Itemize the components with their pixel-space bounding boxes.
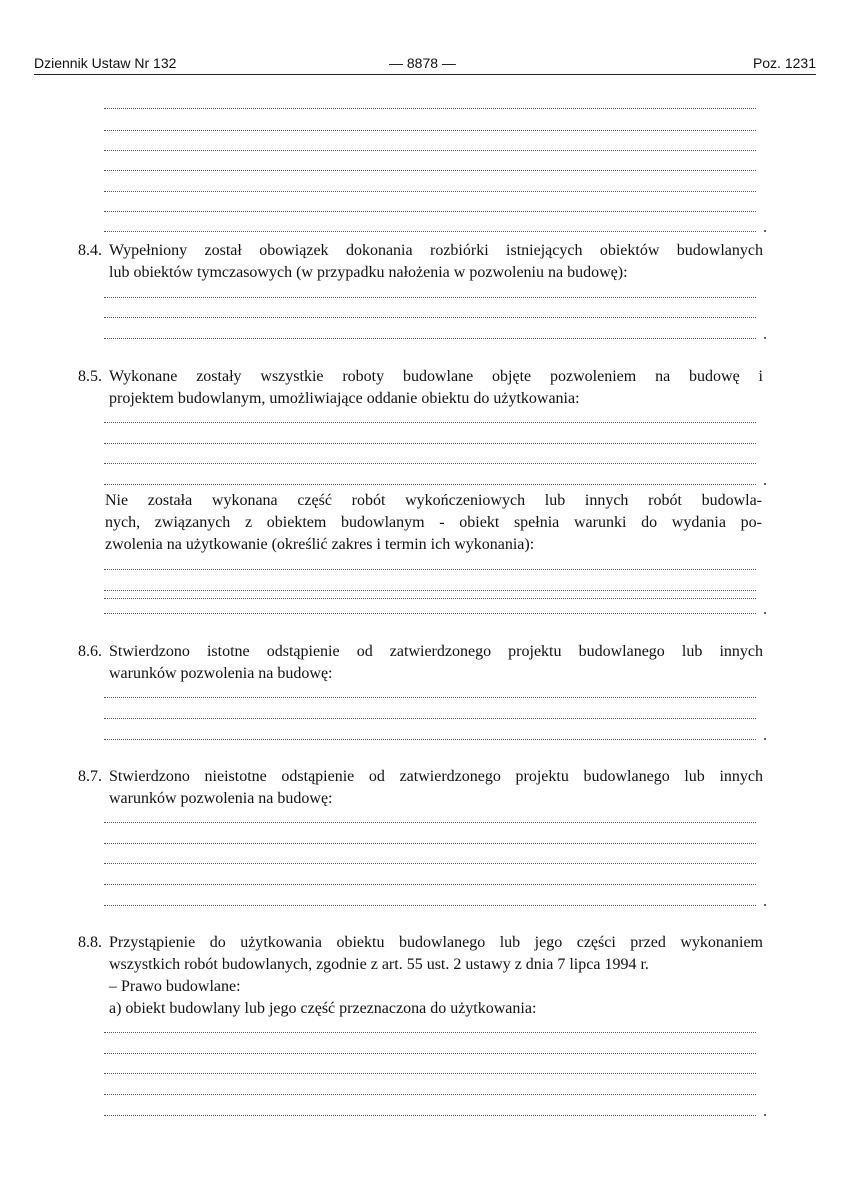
section-8-7-text: [109, 766, 763, 810]
text-line: nych, związanych z obiektem budowlanym - obiekt spełnia warunki do wydania po-: [105, 514, 762, 531]
fill-line: [104, 1073, 756, 1074]
fill-line: [104, 108, 756, 109]
text-line: Przystąpienie do użytkowania obiektu budowlanego lub jego części przed wykonaniem: [109, 934, 763, 951]
text-line: projektem budowlanym, umożliwiające oddanie obiektu do użytkowania:: [109, 390, 580, 407]
fill-line: [104, 822, 756, 823]
text-line: Stwierdzono nieistotne odstąpienie od zatwierdzonego projektu budowlanego lub innych: [109, 768, 763, 785]
section-number-8-6: 8.6.: [78, 643, 102, 660]
fill-line: [104, 905, 756, 906]
fill-line: [104, 569, 756, 570]
text-line: wszystkich robót budowlanych, zgodnie z art. 55 ust. 2 ustawy z dnia 7 lipca 1994 r.: [109, 956, 649, 973]
fill-line: [104, 697, 756, 698]
text-line: Wypełniony został obowiązek dokonania rozbiórki istniejących obiektów budowlanych: [109, 242, 763, 259]
fill-line: [104, 443, 756, 444]
fill-line: [104, 130, 756, 131]
section-8-4-text: [109, 240, 763, 284]
fill-line: [104, 613, 756, 614]
section-number-8-8: 8.8.: [78, 934, 102, 951]
text-line: zwolenia na użytkowanie (określić zakres i termin ich wykonania):: [105, 536, 535, 553]
fill-line: [104, 884, 756, 885]
fill-line: [104, 718, 756, 719]
section-number-8-4: 8.4.: [78, 242, 102, 259]
text-line: – Prawo budowlane:: [109, 978, 241, 995]
fill-line: [104, 1115, 756, 1116]
section-8-6-text: [109, 641, 763, 685]
section-number-8-7: 8.7.: [78, 768, 102, 785]
header-rule: [34, 74, 816, 75]
fill-line: [104, 317, 756, 318]
fill-line: [104, 150, 756, 151]
text-line: lub obiektów tymczasowych (w przypadku nałożenia w pozwoleniu na budowę):: [109, 264, 628, 281]
fill-line: [104, 484, 756, 485]
page-header: [34, 52, 816, 74]
fill-line: [104, 211, 756, 212]
fill-line: [104, 739, 756, 740]
fill-line: [104, 598, 756, 599]
fill-line: [104, 231, 756, 232]
text-line: Nie została wykonana część robót wykończeniowych lub innych robót budowla-: [105, 492, 762, 509]
section-number-8-5: 8.5.: [78, 368, 102, 385]
page-number: — 8878 —: [389, 55, 456, 71]
fill-line: [104, 422, 756, 423]
fill-line: [104, 1094, 756, 1095]
section-8-8-text: [109, 932, 763, 1020]
text-line: Wykonane zostały wszystkie roboty budowlane objęte pozwoleniem na budowę i: [109, 368, 763, 385]
fill-line: [104, 1053, 756, 1054]
fill-line: [104, 338, 756, 339]
text-line: warunków pozwolenia na budowę:: [109, 790, 333, 807]
fill-line: [104, 191, 756, 192]
section-8-5-text: [109, 366, 763, 410]
fill-line: [104, 863, 756, 864]
fill-line: [104, 590, 756, 591]
text-line: a) obiekt budowlany lub jego część przeznaczona do użytkowania:: [109, 1000, 537, 1017]
fill-line: [104, 1032, 756, 1033]
journal-title: Dziennik Ustaw Nr 132: [34, 55, 177, 71]
fill-line: [104, 843, 756, 844]
fill-line: [104, 170, 756, 171]
section-8-5-subtext: [105, 490, 762, 556]
text-line: warunków pozwolenia na budowę:: [109, 665, 333, 682]
text-line: Stwierdzono istotne odstąpienie od zatwierdzonego projektu budowlanego lub innych: [109, 643, 763, 660]
position-number: Poz. 1231: [752, 55, 816, 71]
fill-line: [104, 463, 756, 464]
fill-line: [104, 297, 756, 298]
